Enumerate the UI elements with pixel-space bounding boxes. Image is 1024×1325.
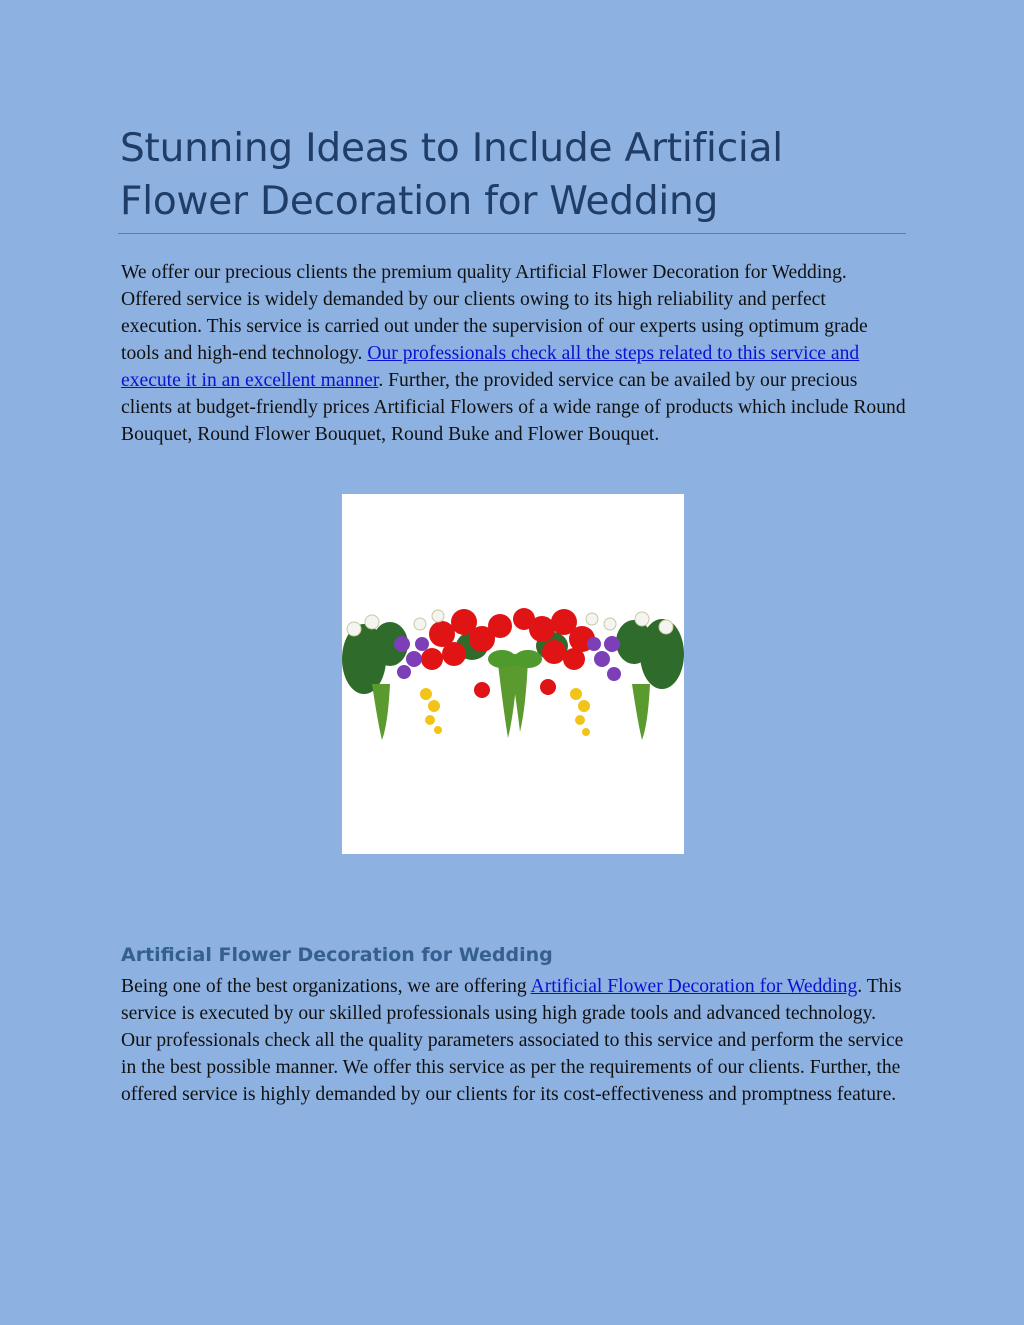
flower-garland-icon [342,494,684,854]
section-text-end: . This service is executed by our skilled professionals using high grade tools and advanced technology. Our professionals check all the quality parameters associated to this service and perform the service in the best possible manner. We offer this service as per the requirements of our clients. Further, the offered service is highly demanded by our clients for its cost-effectiveness and promptness feature. [121,976,904,1105]
decoration-link[interactable]: Artificial Flower Decoration for Wedding [530,976,858,997]
page-title: Stunning Ideas to Include Artificial Flower Decoration for Wedding [120,126,783,224]
intro-text-start: We offer our precious clients the premium quality Artificial Flower Decoration for Wedding. Offered service is widely demanded by our clients owing to its high reliability and perfect execution. This service is carried out under the supervision of our experts using optimum grade tools and high-end technology. [121,262,868,364]
section-text-start: Being one of the best organizations, we are offering [121,976,531,997]
intro-paragraph [121,259,907,448]
title-divider [118,233,906,234]
section-heading: Artificial Flower Decoration for Wedding [121,944,553,966]
section-paragraph [121,973,907,1108]
intro-text-end: . Further, the provided service can be availed by our precious clients at budget-friendly prices Artificial Flowers of a wide range of products which include Round Bouquet, Round Flower Bouquet, Round Buke and Flower Bouquet. [121,370,906,445]
flower-decoration-image [342,494,684,854]
professionals-link[interactable]: Our professionals check all the steps related to this service and execute it in an excellent manner [121,343,860,391]
